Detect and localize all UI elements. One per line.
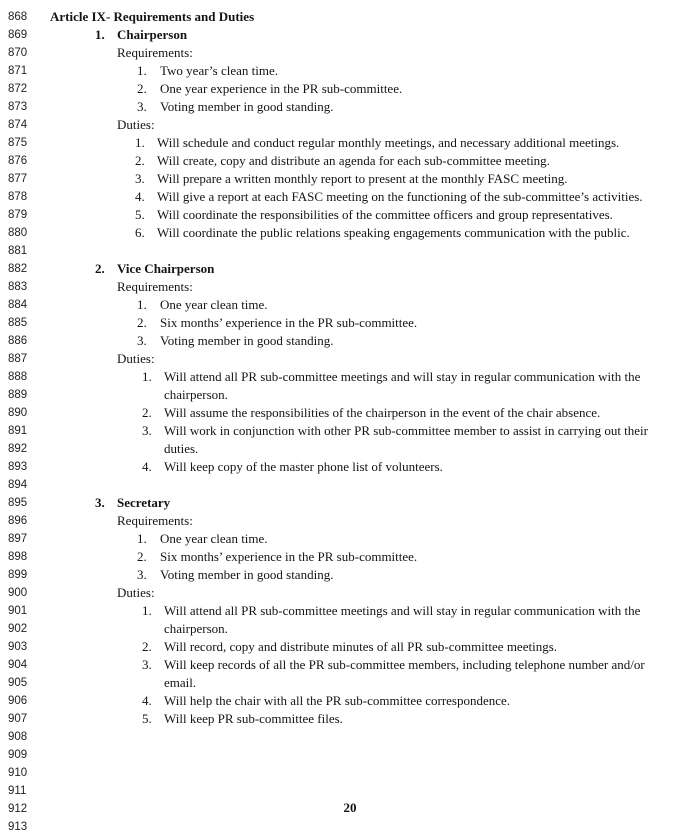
duty-item: Will coordinate the responsibilities of the committee officers and group representatives. xyxy=(157,207,613,222)
list-item-number: 5. xyxy=(135,207,145,222)
list-item-number: 3. xyxy=(142,657,152,672)
requirement-item: Six months’ experience in the PR sub-committee. xyxy=(160,315,418,330)
line-number: 871 xyxy=(8,65,28,77)
line-number: 878 xyxy=(8,191,28,203)
line-number: 885 xyxy=(8,317,28,329)
line-number: 886 xyxy=(8,335,28,347)
requirement-item: One year clean time. xyxy=(160,531,268,546)
line-number: 881 xyxy=(8,245,28,257)
line-number: 893 xyxy=(8,461,28,473)
line-number: 897 xyxy=(8,533,28,545)
line-number: 889 xyxy=(8,389,28,401)
requirements-label: Requirements: xyxy=(117,513,193,528)
list-item-number: 6. xyxy=(135,225,145,240)
section-number: 2. xyxy=(95,261,105,276)
requirements-label: Requirements: xyxy=(117,279,193,294)
duty-item: Will keep copy of the master phone list of volunteers. xyxy=(164,459,443,474)
duties-label: Duties: xyxy=(117,585,155,600)
line-number: 900 xyxy=(8,587,28,599)
line-number: 884 xyxy=(8,299,28,311)
line-number: 906 xyxy=(8,695,28,707)
section-title: Vice Chairperson xyxy=(117,261,215,276)
line-number: 888 xyxy=(8,371,28,383)
list-item-number: 2. xyxy=(137,81,147,96)
line-number: 879 xyxy=(8,209,28,221)
line-number: 873 xyxy=(8,101,28,113)
list-item-number: 3. xyxy=(137,567,147,582)
list-item-number: 2. xyxy=(142,639,152,654)
duty-item: Will work in conjunction with other PR sub-committee member to assist in carrying out their xyxy=(164,423,649,438)
list-item-number: 2. xyxy=(142,405,152,420)
line-number: 869 xyxy=(8,29,28,41)
line-number: 894 xyxy=(8,479,28,491)
duty-item: Will give a report at each FASC meeting on the functioning of the sub-committee’s activities. xyxy=(157,189,643,204)
duty-item: Will attend all PR sub-committee meetings and will stay in regular communication with the xyxy=(164,603,641,618)
duty-item: Will keep records of all the PR sub-committee members, including telephone number and/or xyxy=(164,657,645,672)
duty-item: Will keep PR sub-committee files. xyxy=(164,711,343,726)
section-number: 3. xyxy=(95,495,105,510)
line-number: 876 xyxy=(8,155,28,167)
list-item-number: 4. xyxy=(142,693,152,708)
line-number: 904 xyxy=(8,659,28,671)
line-number: 882 xyxy=(8,263,28,275)
list-item-number: 1. xyxy=(137,531,147,546)
requirement-item: Voting member in good standing. xyxy=(160,333,334,348)
line-number: 909 xyxy=(8,749,28,761)
line-number: 890 xyxy=(8,407,28,419)
list-item-number: 5. xyxy=(142,711,152,726)
line-number: 910 xyxy=(8,767,28,779)
line-number: 913 xyxy=(8,821,28,833)
list-item-number: 3. xyxy=(137,333,147,348)
list-item-number: 1. xyxy=(137,63,147,78)
line-number: 908 xyxy=(8,731,28,743)
list-item-number: 4. xyxy=(142,459,152,474)
line-number: 912 xyxy=(8,803,28,815)
line-number: 875 xyxy=(8,137,28,149)
list-item-number: 1. xyxy=(137,297,147,312)
duty-item: Will create, copy and distribute an agenda for each sub-committee meeting. xyxy=(157,153,550,168)
requirement-item: One year clean time. xyxy=(160,297,268,312)
line-number: 896 xyxy=(8,515,28,527)
page-number: 20 xyxy=(343,800,357,815)
line-number: 902 xyxy=(8,623,28,635)
line-number: 883 xyxy=(8,281,28,293)
requirement-item: Voting member in good standing. xyxy=(160,99,334,114)
requirement-item: Two year’s clean time. xyxy=(160,63,278,78)
requirements-label: Requirements: xyxy=(117,45,193,60)
list-item-number: 1. xyxy=(135,135,145,150)
line-number: 868 xyxy=(8,11,28,23)
line-number: 874 xyxy=(8,119,28,131)
line-number: 892 xyxy=(8,443,28,455)
line-number: 880 xyxy=(8,227,28,239)
duty-item-continuation: email. xyxy=(164,675,197,690)
line-number: 877 xyxy=(8,173,28,185)
duty-item: Will schedule and conduct regular monthly meetings, and necessary additional meetings. xyxy=(157,135,620,150)
list-item-number: 2. xyxy=(135,153,145,168)
line-number: 905 xyxy=(8,677,28,689)
list-item-number: 2. xyxy=(137,315,147,330)
duty-item: Will assume the responsibilities of the chairperson in the event of the chair absence. xyxy=(164,405,601,420)
duty-item-continuation: chairperson. xyxy=(164,621,228,636)
duty-item-continuation: duties. xyxy=(164,441,199,456)
duty-item-continuation: chairperson. xyxy=(164,387,228,402)
list-item-number: 4. xyxy=(135,189,145,204)
duty-item: Will record, copy and distribute minutes of all PR sub-committee meetings. xyxy=(164,639,558,654)
list-item-number: 3. xyxy=(142,423,152,438)
line-number: 872 xyxy=(8,83,28,95)
section-title: Secretary xyxy=(117,495,171,510)
line-number: 887 xyxy=(8,353,28,365)
line-number: 903 xyxy=(8,641,28,653)
line-number: 870 xyxy=(8,47,28,59)
duty-item: Will attend all PR sub-committee meetings and will stay in regular communication with the xyxy=(164,369,641,384)
requirement-item: Voting member in good standing. xyxy=(160,567,334,582)
line-number: 901 xyxy=(8,605,28,617)
line-number: 898 xyxy=(8,551,28,563)
duties-label: Duties: xyxy=(117,351,155,366)
list-item-number: 3. xyxy=(135,171,145,186)
list-item-number: 1. xyxy=(142,369,152,384)
duty-item: Will help the chair with all the PR sub-committee correspondence. xyxy=(164,693,511,708)
article-title: Article IX- Requirements and Duties xyxy=(50,9,255,24)
line-number: 911 xyxy=(8,785,27,797)
requirement-item: Six months’ experience in the PR sub-committee. xyxy=(160,549,418,564)
duties-label: Duties: xyxy=(117,117,155,132)
line-number: 907 xyxy=(8,713,28,725)
requirement-item: One year experience in the PR sub-committee. xyxy=(160,81,403,96)
list-item-number: 3. xyxy=(137,99,147,114)
duty-item: Will coordinate the public relations speaking engagements communication with the public. xyxy=(157,225,630,240)
section-number: 1. xyxy=(95,27,105,42)
line-number: 895 xyxy=(8,497,28,509)
section-title: Chairperson xyxy=(117,27,188,42)
line-number: 899 xyxy=(8,569,28,581)
line-number: 891 xyxy=(8,425,28,437)
list-item-number: 1. xyxy=(142,603,152,618)
duty-item: Will prepare a written monthly report to present at the monthly FASC meeting. xyxy=(157,171,568,186)
list-item-number: 2. xyxy=(137,549,147,564)
